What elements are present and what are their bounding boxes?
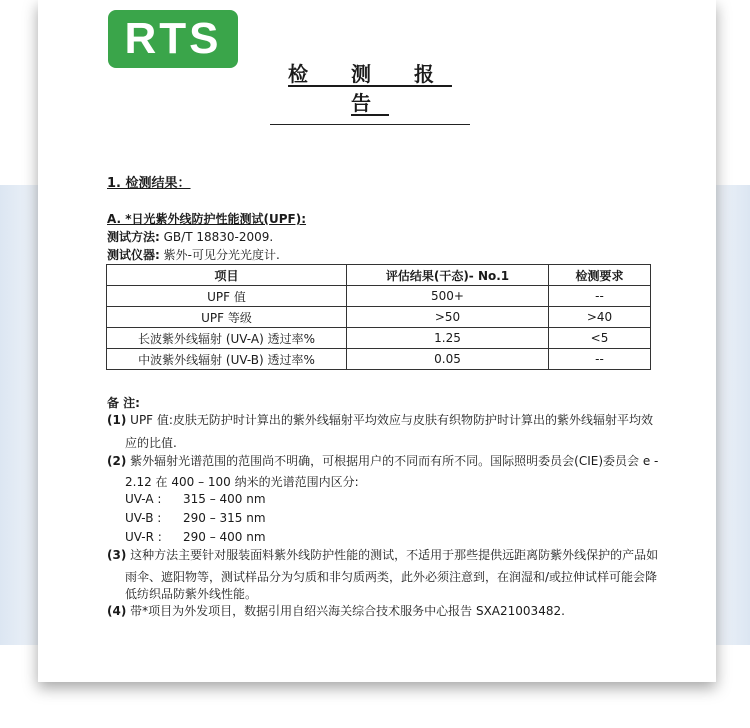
table-cell: 中波紫外线辐射 (UV-B) 透过率% — [107, 349, 347, 370]
table-header-row — [107, 265, 651, 286]
test-method-label: 测试方法: — [107, 230, 160, 244]
note-text: 紫外辐射光谱范围的范围尚不明确，可根据用户的不同而有所不同。国际照明委员会(CIE)委员会 e - — [130, 454, 659, 468]
note-3-cont: 雨伞、遮阳物等，测试样品分为匀质和非匀质两类，此外必须注意到，在润湿和/或拉伸试样可能会降 — [125, 570, 658, 584]
table-cell: 长波紫外线辐射 (UV-A) 透过率% — [107, 328, 347, 349]
background-shade-right — [716, 185, 750, 645]
uv-range: 315 – 400 nm — [183, 492, 266, 506]
table-header-cell: 评估结果(干态)- No.1 — [347, 265, 549, 286]
table-row — [107, 328, 651, 349]
uv-range-row — [125, 492, 266, 506]
notes-heading: 备 注: — [107, 396, 140, 410]
uv-range: 290 – 315 nm — [183, 511, 266, 525]
page-title: 检 测 报 告 — [270, 58, 470, 125]
note-number: (1) — [107, 413, 127, 427]
note-text: 带*项目为外发项目，数据引用自绍兴海关综合技术服务中心报告 SXA21003482. — [130, 604, 565, 618]
test-method — [107, 228, 273, 245]
table-header-cell: 项目 — [107, 265, 347, 286]
uv-label: UV-R : — [125, 530, 162, 544]
section-heading: 1. 检测结果： — [107, 176, 191, 191]
table-cell: 500+ — [347, 286, 549, 307]
note-number: (4) — [107, 604, 127, 618]
results-table — [106, 264, 651, 370]
table-cell: UPF 等级 — [107, 307, 347, 328]
uv-range: 290 – 400 nm — [183, 530, 266, 544]
uv-label: UV-A : — [125, 492, 162, 506]
test-instrument — [107, 246, 280, 263]
test-instrument-value: 紫外-可见分光光度计. — [159, 248, 280, 262]
table-row — [107, 286, 651, 307]
table-cell: 1.25 — [347, 328, 549, 349]
note-3-cont: 低纺织品防紫外线性能。 — [125, 587, 258, 601]
test-instrument-label: 测试仪器: — [107, 248, 160, 262]
note-2-cont: 2.12 在 400 – 100 纳米的光谱范围内区分: — [125, 475, 359, 489]
table-header-cell: 检测要求 — [549, 265, 651, 286]
uv-label: UV-B : — [125, 511, 162, 525]
table-cell: >40 — [549, 307, 651, 328]
table-cell: <5 — [549, 328, 651, 349]
test-subheading: A. *日光紫外线防护性能测试(UPF): — [107, 212, 307, 226]
table-cell: -- — [549, 349, 651, 370]
table-cell: >50 — [347, 307, 549, 328]
note-3 — [107, 545, 658, 566]
note-text: UPF 值:皮肤无防护时计算出的紫外线辐射平均效应与皮肤有织物防护时计算出的紫外线辐射平均效 — [130, 413, 653, 427]
logo-text: RTS — [124, 14, 222, 63]
table-row — [107, 307, 651, 328]
table-cell: -- — [549, 286, 651, 307]
rts-logo — [108, 10, 238, 68]
background-shade-left — [0, 185, 40, 645]
note-text: 这种方法主要针对服装面料紫外线防护性能的测试，不适用于那些提供远距离防紫外线保护的产品如 — [130, 548, 659, 562]
note-1-cont: 应的比值. — [125, 436, 177, 450]
uv-range-row — [125, 511, 266, 525]
table-row — [107, 349, 651, 370]
table-cell: 0.05 — [347, 349, 549, 370]
note-2 — [107, 451, 658, 472]
test-method-value: GB/T 18830-2009. — [159, 230, 274, 244]
note-4 — [107, 601, 565, 622]
note-1 — [107, 410, 653, 431]
note-number: (2) — [107, 454, 127, 468]
uv-range-row — [125, 530, 266, 544]
note-number: (3) — [107, 548, 127, 562]
table-cell: UPF 值 — [107, 286, 347, 307]
